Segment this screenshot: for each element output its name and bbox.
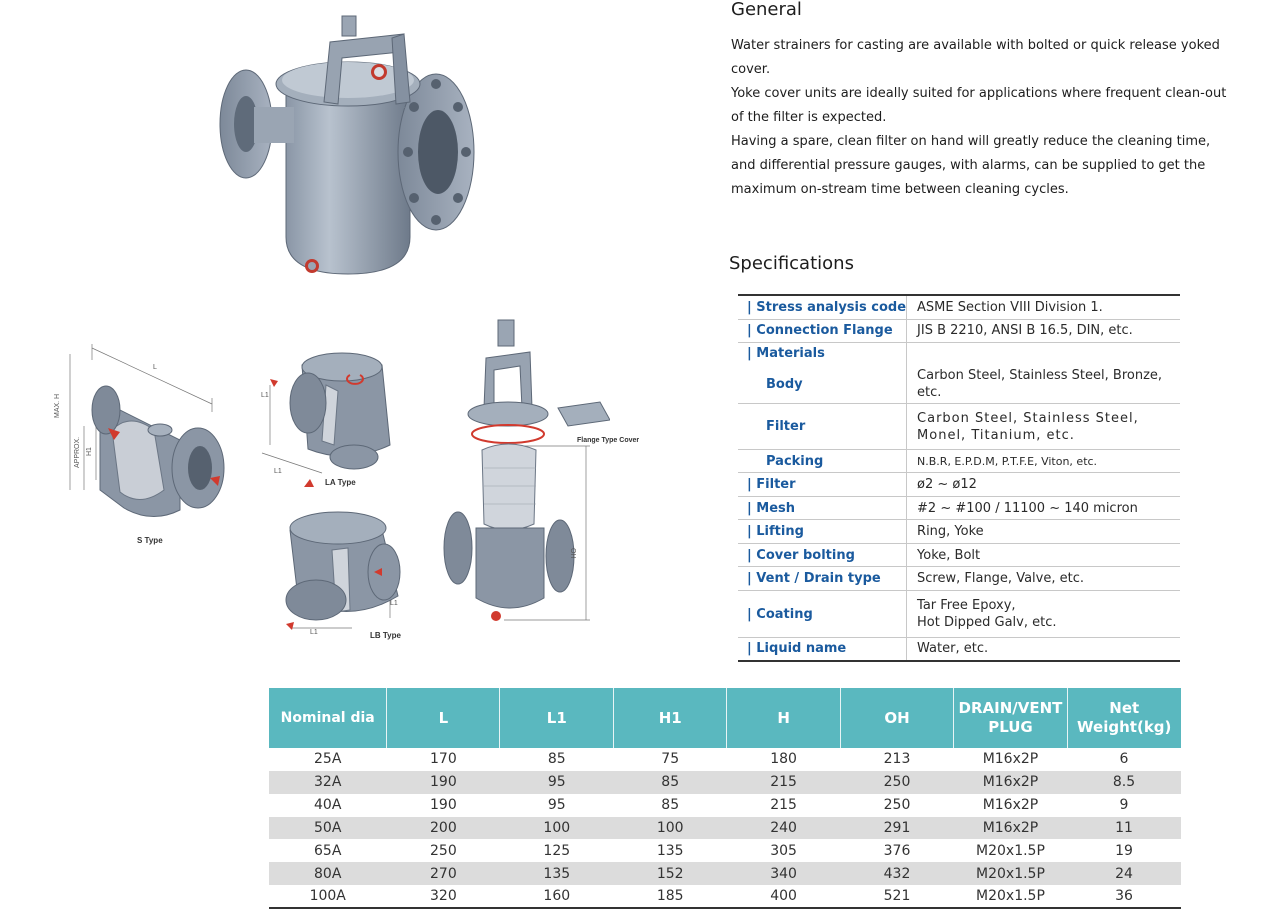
dim-oh-label: OH — [569, 548, 576, 559]
specifications-table — [738, 294, 1180, 662]
lb-type-diagram — [272, 500, 412, 640]
spec-value-line: Hot Dipped Galv, etc. — [917, 615, 1057, 630]
spec-value: Screw, Flange, Valve, etc. — [907, 567, 1180, 591]
table-cell: M16x2P — [982, 797, 1039, 814]
table-cell: M20x1.5P — [976, 842, 1045, 859]
spec-key: | Connection Flange — [738, 319, 907, 342]
col-h1: H1 — [614, 688, 727, 748]
table-cell: 85 — [614, 771, 727, 794]
table-cell: 95 — [500, 771, 614, 794]
col-l1: L1 — [500, 688, 614, 748]
general-title: General — [731, 0, 802, 20]
spec-value: #2 ~ #100 / 11100 ~ 140 micron — [907, 497, 1180, 520]
spec-row — [738, 638, 1180, 661]
header-line: DRAIN/VENT — [958, 699, 1063, 717]
table-cell: 85 — [661, 797, 680, 814]
spec-row — [738, 365, 1180, 404]
table-cell: M16x2P — [953, 817, 1067, 840]
header-line: PLUG — [988, 718, 1033, 736]
table-cell: 305 — [770, 842, 797, 859]
col-net-weight — [1067, 688, 1180, 748]
spec-key: Body — [738, 365, 907, 404]
table-cell: 215 — [727, 771, 841, 794]
col-l: L — [387, 688, 500, 748]
spec-row — [738, 497, 1180, 520]
table-cell: 75 — [661, 751, 680, 768]
dim-approx-label: APPROX. — [74, 436, 81, 468]
spec-value: Water, etc. — [907, 638, 1180, 661]
table-cell: 400 — [727, 885, 841, 908]
table-cell: 50A — [269, 817, 387, 840]
table-row — [269, 771, 1181, 794]
table-row — [269, 839, 1181, 862]
spec-value: N.B.R, E.P.D.M, P.T.F.E, Viton, etc. — [907, 450, 1180, 473]
table-cell: 80A — [269, 862, 387, 885]
main-strainer-image — [214, 12, 484, 282]
lb-l1-label-b: L1 — [390, 600, 398, 607]
spec-key: | Vent / Drain type — [738, 567, 907, 591]
spec-value: Carbon Steel, Stainless Steel, Monel, Titanium, etc. — [907, 404, 1180, 450]
la-type-caption: LA Type — [325, 478, 356, 487]
table-cell: 95 — [547, 797, 566, 814]
table-cell: 135 — [656, 842, 684, 859]
table-cell: 170 — [430, 751, 457, 768]
general-paragraph: Having a spare, clean filter on hand will greatly reduce the cleaning time, and differential pressure gauges, with alarms, can be supplied to get the maximum on-stream time between cleaning cycles. — [731, 134, 1211, 197]
table-cell: 100 — [500, 817, 614, 840]
spec-value: ASME Section VIII Division 1. — [907, 295, 1180, 319]
spec-key: | Filter — [738, 473, 907, 497]
specifications-title: Specifications — [729, 253, 854, 274]
spec-row — [738, 473, 1180, 497]
table-row — [269, 794, 1181, 817]
dimensions-header-row — [269, 688, 1181, 748]
table-cell: 190 — [387, 771, 500, 794]
spec-value: Ring, Yoke — [907, 520, 1180, 544]
table-cell: M16x2P — [953, 771, 1067, 794]
dim-l-label: L — [153, 364, 157, 371]
table-cell: 100 — [614, 817, 727, 840]
table-cell: 200 — [387, 817, 500, 840]
general-paragraph: Yoke cover units are ideally suited for applications where frequent clean-out of the filter is expected. — [731, 86, 1227, 125]
table-cell: 25A — [314, 751, 342, 768]
spec-key: | Cover bolting — [738, 544, 907, 567]
spec-row — [738, 342, 1180, 365]
col-oh: OH — [841, 688, 954, 748]
table-cell: 6 — [1119, 751, 1129, 768]
table-cell: 8.5 — [1067, 771, 1180, 794]
la-l1-label-b: L1 — [274, 468, 282, 475]
general-paragraph: Water strainers for casting are available with bolted or quick release yoked cover. — [731, 38, 1220, 77]
spec-key: Packing — [738, 450, 907, 473]
spec-row — [738, 319, 1180, 342]
spec-key: | Materials — [738, 342, 907, 365]
exploded-view-diagram — [440, 318, 610, 628]
dimensions-table — [269, 688, 1181, 909]
table-cell: 36 — [1067, 885, 1180, 908]
table-cell: 376 — [883, 842, 911, 859]
table-cell: M20x1.5P — [953, 885, 1067, 908]
lb-l1-label-a: L1 — [310, 629, 318, 636]
spec-value — [907, 591, 1180, 638]
spec-value: Carbon Steel, Stainless Steel, Bronze, etc. — [907, 365, 1180, 404]
spec-key: | Stress analysis code — [738, 295, 907, 319]
table-cell: 65A — [314, 842, 342, 859]
spec-key: | Coating — [738, 591, 907, 638]
table-cell: 185 — [614, 885, 727, 908]
table-cell: 32A — [269, 771, 387, 794]
spec-row — [738, 404, 1180, 450]
table-row — [269, 817, 1181, 840]
s-type-diagram — [60, 340, 240, 530]
table-row — [269, 748, 1181, 771]
spec-row — [738, 295, 1180, 319]
dim-h1-label: H1 — [86, 447, 93, 456]
table-cell: 340 — [727, 862, 841, 885]
table-cell: 24 — [1067, 862, 1180, 885]
table-row — [269, 885, 1181, 908]
s-type-caption: S Type — [137, 536, 163, 545]
table-cell: 9 — [1119, 797, 1129, 814]
table-cell: 240 — [727, 817, 841, 840]
header-line: Weight(kg) — [1077, 718, 1172, 736]
spec-row — [738, 450, 1180, 473]
table-cell: 291 — [841, 817, 954, 840]
table-cell: 100A — [269, 885, 387, 908]
table-cell: 160 — [500, 885, 614, 908]
table-cell: 190 — [430, 797, 457, 814]
lb-type-caption: LB Type — [370, 631, 401, 640]
table-cell: 40A — [314, 797, 342, 814]
table-cell: 135 — [500, 862, 614, 885]
flange-cover-caption: Flange Type Cover — [577, 437, 640, 444]
table-cell: 320 — [387, 885, 500, 908]
table-cell: 432 — [841, 862, 954, 885]
spec-row — [738, 520, 1180, 544]
table-cell: 250 — [883, 797, 911, 814]
table-cell: 250 — [841, 771, 954, 794]
spec-key: | Lifting — [738, 520, 907, 544]
table-cell: 180 — [770, 751, 797, 768]
table-cell: 125 — [543, 842, 571, 859]
table-cell: 152 — [614, 862, 727, 885]
table-cell: M16x2P — [982, 751, 1039, 768]
spec-row — [738, 591, 1180, 638]
spec-value: Yoke, Bolt — [907, 544, 1180, 567]
table-cell: M20x1.5P — [953, 862, 1067, 885]
col-drain-vent-plug — [953, 688, 1067, 748]
spec-value — [907, 342, 1180, 365]
spec-value: ø2 ~ ø12 — [907, 473, 1180, 497]
spec-value: JIS B 2210, ANSI B 16.5, DIN, etc. — [907, 319, 1180, 342]
spec-key: | Mesh — [738, 497, 907, 520]
spec-key: | Liquid name — [738, 638, 907, 661]
spec-key: Filter — [738, 404, 907, 450]
table-cell: 521 — [841, 885, 954, 908]
general-body — [731, 34, 1236, 202]
header-line: Net — [1109, 699, 1140, 717]
table-cell: 215 — [770, 797, 797, 814]
col-h: H — [727, 688, 841, 748]
la-l1-label-a: L1 — [261, 392, 269, 399]
spec-value-line: Tar Free Epoxy, — [917, 598, 1016, 613]
table-cell: 85 — [547, 751, 566, 768]
table-cell: 11 — [1067, 817, 1180, 840]
dim-maxh-label: MAX. H — [54, 393, 61, 418]
table-cell: 250 — [430, 842, 457, 859]
table-cell: 213 — [883, 751, 911, 768]
col-nominal-dia: Nominal dia — [269, 688, 387, 748]
spec-row — [738, 544, 1180, 567]
table-row — [269, 862, 1181, 885]
table-cell: 19 — [1115, 842, 1133, 859]
spec-row — [738, 567, 1180, 591]
table-cell: 270 — [387, 862, 500, 885]
